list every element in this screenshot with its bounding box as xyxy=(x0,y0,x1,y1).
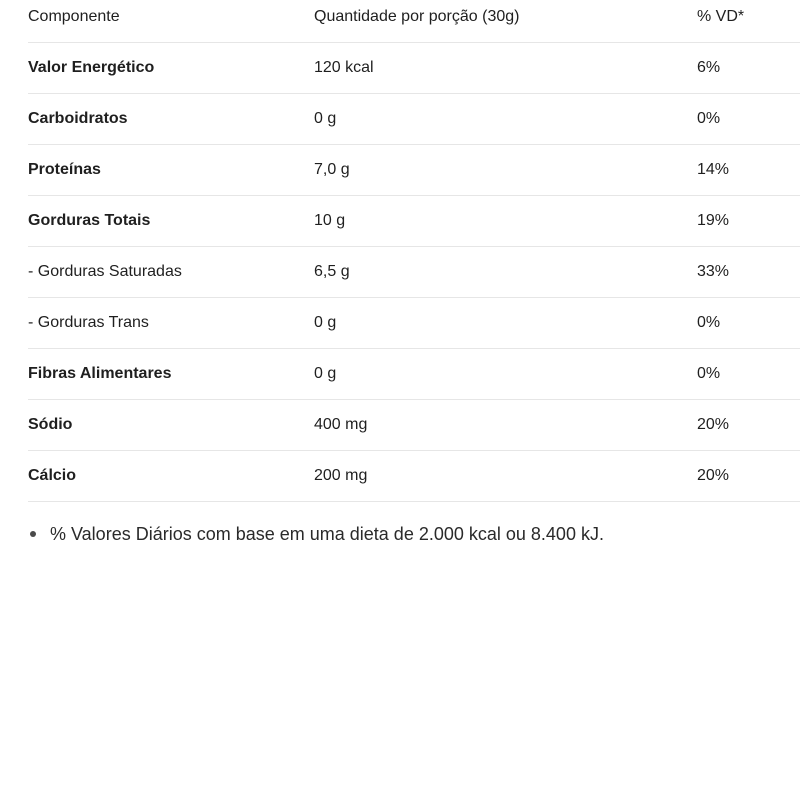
footnote-text: % Valores Diários com base em uma dieta de 2.000 kcal ou 8.400 kJ. xyxy=(50,524,604,544)
row-component: Fibras Alimentares xyxy=(28,349,314,400)
row-vd: 6% xyxy=(697,43,800,94)
row-vd: 33% xyxy=(697,247,800,298)
row-amount: 0 g xyxy=(314,94,697,145)
row-amount: 6,5 g xyxy=(314,247,697,298)
row-amount: 0 g xyxy=(314,298,697,349)
row-component: Gorduras Totais xyxy=(28,196,314,247)
footnote-list xyxy=(28,520,604,548)
row-component: Proteínas xyxy=(28,145,314,196)
row-vd: 0% xyxy=(697,349,800,400)
header-component: Componente xyxy=(28,0,314,43)
row-amount: 120 kcal xyxy=(314,43,697,94)
row-amount: 0 g xyxy=(314,349,697,400)
row-amount: 200 mg xyxy=(314,451,697,502)
row-vd: 14% xyxy=(697,145,800,196)
row-vd: 0% xyxy=(697,94,800,145)
table-row xyxy=(28,196,800,247)
header-amount: Quantidade por porção (30g) xyxy=(314,0,697,43)
table-row xyxy=(28,298,800,349)
row-vd: 19% xyxy=(697,196,800,247)
row-amount: 400 mg xyxy=(314,400,697,451)
table-body xyxy=(28,43,800,502)
row-component: Carboidratos xyxy=(28,94,314,145)
row-component: - Gorduras Trans xyxy=(28,298,314,349)
nutrition-table xyxy=(28,0,800,502)
table-row xyxy=(28,43,800,94)
row-amount: 10 g xyxy=(314,196,697,247)
footnote-item xyxy=(28,520,604,548)
table-row xyxy=(28,247,800,298)
table-row xyxy=(28,451,800,502)
table-row xyxy=(28,400,800,451)
row-amount: 7,0 g xyxy=(314,145,697,196)
table-row xyxy=(28,145,800,196)
row-vd: 20% xyxy=(697,400,800,451)
table-row xyxy=(28,349,800,400)
table-row xyxy=(28,94,800,145)
row-component: Cálcio xyxy=(28,451,314,502)
row-vd: 0% xyxy=(697,298,800,349)
table-header xyxy=(28,0,800,43)
row-component: - Gorduras Saturadas xyxy=(28,247,314,298)
row-vd: 20% xyxy=(697,451,800,502)
row-component: Valor Energético xyxy=(28,43,314,94)
bullet-icon xyxy=(30,531,36,537)
header-vd: % VD* xyxy=(697,0,800,43)
header-row xyxy=(28,0,800,43)
row-component: Sódio xyxy=(28,400,314,451)
